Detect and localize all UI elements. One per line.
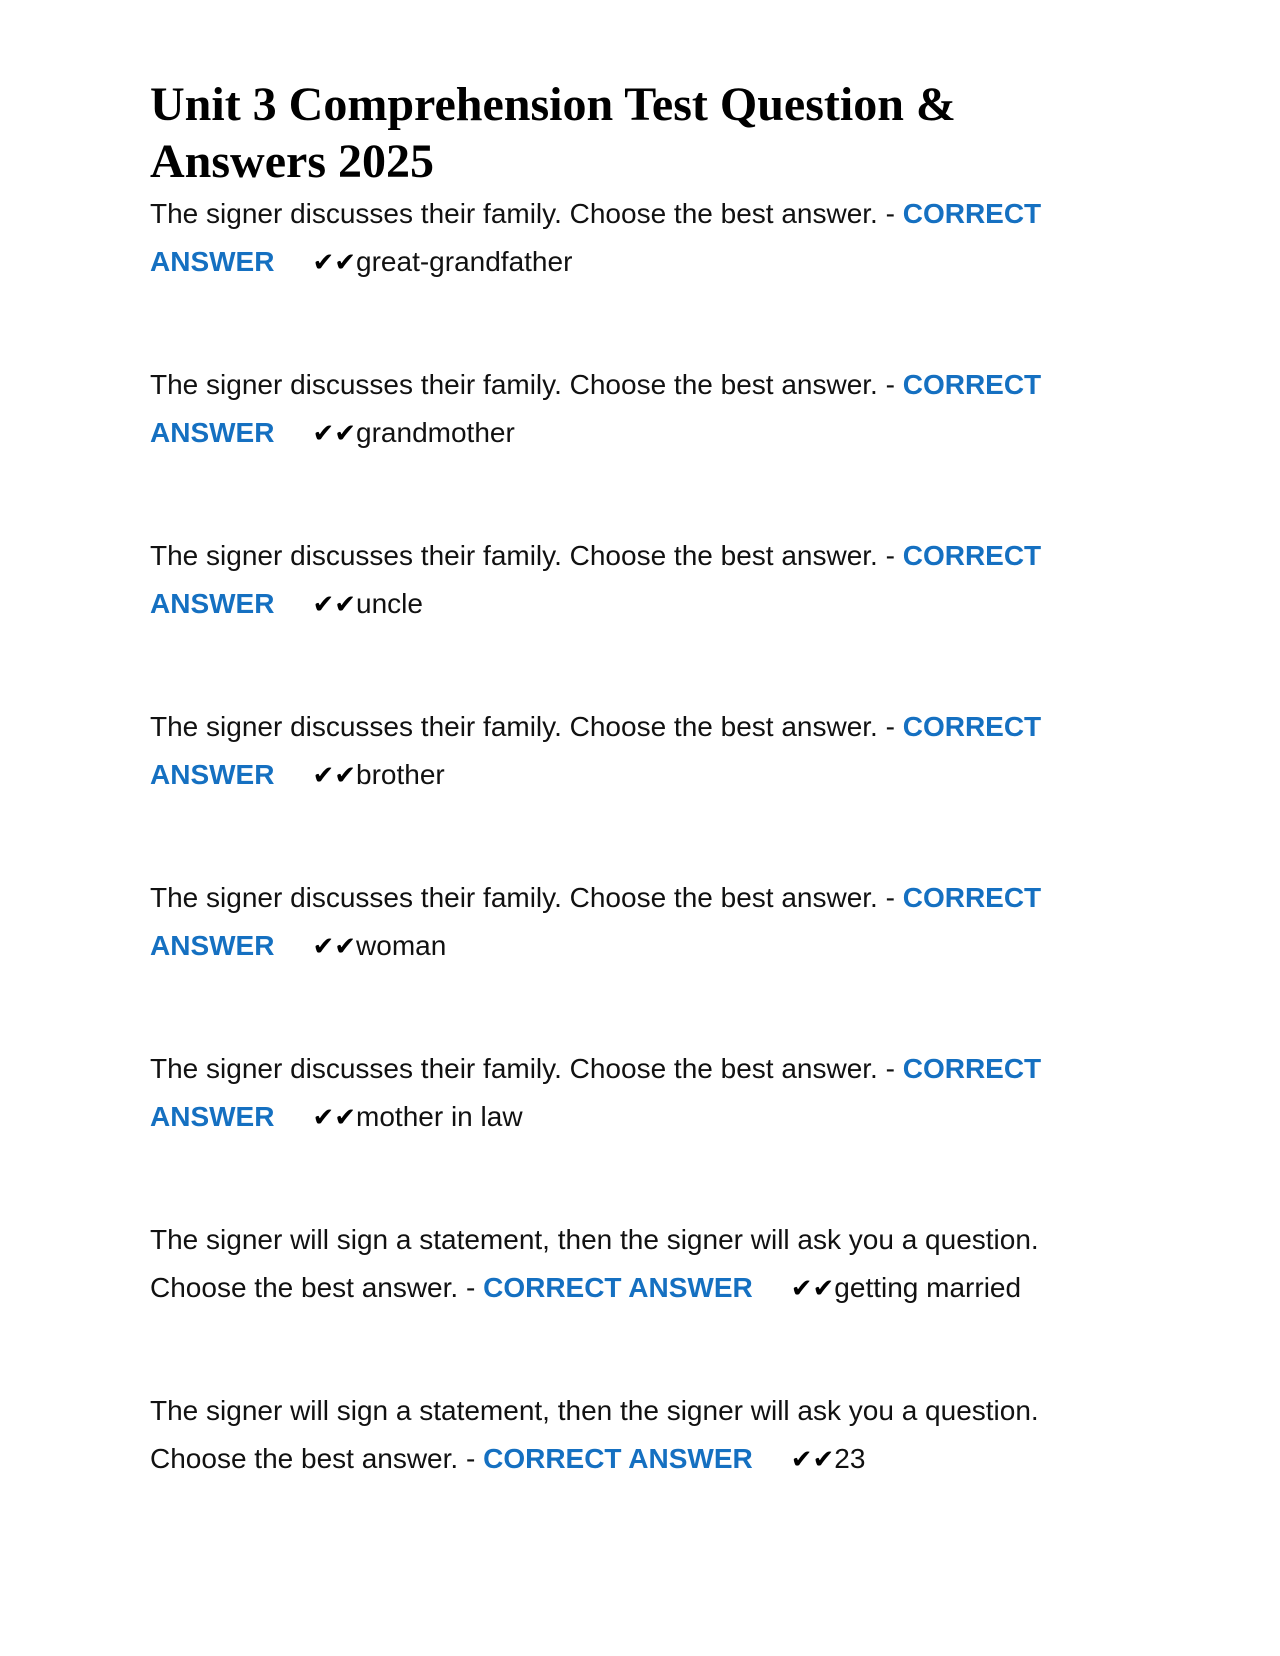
question-text: The signer discusses their family. Choose the best answer. [150,1053,878,1084]
correct-answer-label: CORRECT ANSWER [150,198,1042,277]
question-text: The signer will sign a statement, then the signer will ask you a question. Choose the best answer. [150,1224,1039,1303]
question-text: The signer discusses their family. Choose the best answer. [150,369,878,400]
separator: - [877,369,903,400]
double-check-icon: ✔✔ [312,1103,357,1133]
double-check-icon: ✔✔ [312,248,357,278]
double-check-icon: ✔✔ [312,932,357,962]
double-check-icon: ✔✔ [312,419,357,449]
double-check-icon: ✔✔ [312,590,357,620]
qa-item [150,190,1140,287]
double-check-icon: ✔✔ [790,1445,835,1475]
separator: - [877,1053,903,1084]
answer-text: woman [356,930,447,961]
correct-answer-label: CORRECT ANSWER [150,711,1042,790]
double-check-icon: ✔✔ [790,1274,835,1304]
question-text: The signer discusses their family. Choose the best answer. [150,882,878,913]
answer-text: getting married [834,1272,1022,1303]
correct-answer-label: CORRECT ANSWER [150,882,1042,961]
answer-text: grandmother [356,417,515,448]
correct-answer-label: CORRECT ANSWER [483,1272,753,1303]
qa-item [150,1216,1140,1313]
separator: - [877,711,903,742]
qa-item [150,1045,1140,1142]
separator: - [877,198,903,229]
qa-item [150,874,1140,971]
answer-text: mother in law [356,1101,523,1132]
separator: - [458,1443,484,1474]
document-page [150,76,1140,1558]
answer-text: 23 [834,1443,866,1474]
document-title: Unit 3 Comprehension Test Question & Answers 2025 [150,78,956,188]
separator: - [458,1272,484,1303]
question-text: The signer will sign a statement, then the signer will ask you a question. Choose the best answer. [150,1395,1039,1474]
qa-item [150,1387,1140,1484]
answer-text: brother [356,759,445,790]
question-text: The signer discusses their family. Choose the best answer. [150,711,878,742]
qa-item [150,703,1140,800]
qa-item [150,361,1140,458]
separator: - [877,882,903,913]
question-text: The signer discusses their family. Choose the best answer. [150,540,878,571]
answer-text: uncle [356,588,423,619]
separator: - [877,540,903,571]
answer-text: great-grandfather [356,246,573,277]
correct-answer-label: CORRECT ANSWER [150,1053,1042,1132]
question-text: The signer discusses their family. Choose the best answer. [150,198,878,229]
correct-answer-label: CORRECT ANSWER [150,540,1042,619]
correct-answer-label: CORRECT ANSWER [150,369,1042,448]
correct-answer-label: CORRECT ANSWER [483,1443,753,1474]
double-check-icon: ✔✔ [312,761,357,791]
qa-item [150,532,1140,629]
